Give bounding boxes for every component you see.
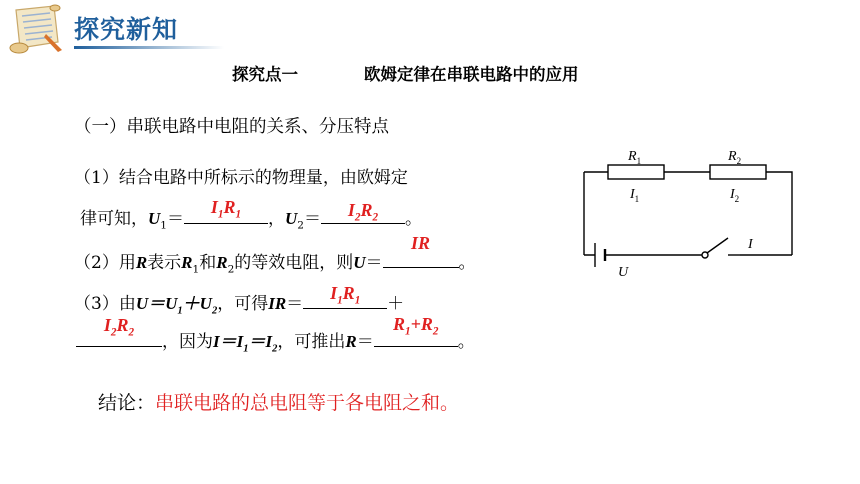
q3-blank3 bbox=[374, 314, 458, 347]
conclusion bbox=[98, 388, 459, 415]
label-r1: $R_1$ bbox=[628, 149, 642, 166]
q3-text2: ，可得 bbox=[217, 294, 269, 314]
q1-eq2: ＝ bbox=[303, 209, 321, 229]
resistor-r1 bbox=[608, 165, 664, 179]
q2-text2: 表示 bbox=[147, 253, 182, 273]
q2-text1: （2）用 bbox=[74, 253, 136, 273]
q3-text3: ，因为 bbox=[162, 332, 213, 352]
q3-text1: （3）由 bbox=[74, 294, 136, 314]
conclusion-text: 串联电路的总电阻等于各电阻之和。 bbox=[155, 392, 460, 414]
q3-end: 。 bbox=[457, 332, 475, 352]
switch-lever bbox=[707, 238, 728, 253]
q2-end: 。 bbox=[458, 253, 476, 273]
slide-header bbox=[0, 0, 860, 58]
subsection-heading: （一）串联电路中电阻的关系、分压特点 bbox=[74, 117, 389, 137]
q3-plus: ＋ bbox=[387, 294, 405, 314]
q2-r1: R bbox=[181, 253, 193, 272]
resistor-r2 bbox=[710, 165, 766, 179]
circuit-diagram bbox=[578, 140, 802, 280]
q1-comma: ， bbox=[267, 209, 285, 229]
q1-line1: （1）结合电路中所标示的物理量，由欧姆定 bbox=[74, 168, 408, 188]
q3-formula: $U=U_1+U_2$ bbox=[135, 294, 218, 317]
label-u: U bbox=[618, 265, 629, 280]
q1-line2 bbox=[80, 197, 422, 232]
q3-r: R bbox=[345, 332, 357, 351]
q3-blank1 bbox=[303, 283, 387, 309]
q3-answer2: $I_2R_2$ bbox=[103, 315, 135, 339]
q3-answer3: $R_1+R_2$ bbox=[393, 314, 439, 338]
q1-answer1: $I_1R_1$ bbox=[210, 197, 242, 221]
q2-u: U bbox=[353, 253, 366, 272]
section-title: 探究新知 bbox=[74, 15, 179, 44]
q2-blank bbox=[383, 233, 459, 268]
topic-label: 探究点一 bbox=[232, 65, 298, 84]
q3-ir: IR bbox=[268, 294, 287, 313]
q1-prefix: 律可知， bbox=[80, 209, 148, 229]
circuit-wires bbox=[584, 172, 792, 255]
topic-title: 欧姆定律在串联电路中的应用 bbox=[364, 65, 579, 84]
title-underline bbox=[74, 46, 224, 49]
q2-line bbox=[74, 233, 476, 276]
q1-blank1 bbox=[184, 197, 268, 224]
q3-formula2: $I=I_1=I_2$ bbox=[213, 332, 278, 355]
label-i: I bbox=[748, 237, 753, 252]
scroll-icon bbox=[6, 4, 66, 56]
q3-answer1: $I_1R_1$ bbox=[330, 283, 361, 307]
q1-end: 。 bbox=[404, 209, 422, 229]
q1-blank2 bbox=[321, 200, 405, 224]
q1-u2-sub: 2 bbox=[297, 219, 304, 232]
conclusion-label: 结论： bbox=[98, 392, 156, 414]
q2-and: 和 bbox=[199, 253, 217, 273]
q3-eq2: ＝ bbox=[356, 332, 374, 352]
label-i2: $I_2$ bbox=[730, 187, 740, 204]
q1-answer2: $I_2R_2$ bbox=[347, 200, 379, 224]
q2-r2: R bbox=[216, 253, 228, 272]
q3-eq: ＝ bbox=[286, 294, 304, 314]
q2-r2-sub: 2 bbox=[227, 263, 235, 276]
q1-u2: U bbox=[284, 209, 298, 228]
q2-r1-sub: 1 bbox=[192, 263, 200, 276]
q3-line2 bbox=[76, 314, 475, 355]
q2-eq: ＝ bbox=[365, 253, 383, 273]
q2-text3: 的等效电阻，则 bbox=[234, 253, 354, 273]
q1-eq1: ＝ bbox=[166, 209, 184, 229]
q2-r: R bbox=[135, 253, 148, 272]
q1-u1-sub: 1 bbox=[160, 219, 167, 232]
q3-line1 bbox=[74, 283, 405, 317]
label-i1: $I_1$ bbox=[630, 187, 640, 204]
label-r2: $R_2$ bbox=[728, 149, 742, 166]
q2-answer: IR bbox=[411, 233, 431, 253]
q1-u1: U bbox=[148, 209, 161, 228]
q3-blank2 bbox=[76, 315, 162, 347]
q3-text4: ，可推出 bbox=[277, 332, 346, 352]
